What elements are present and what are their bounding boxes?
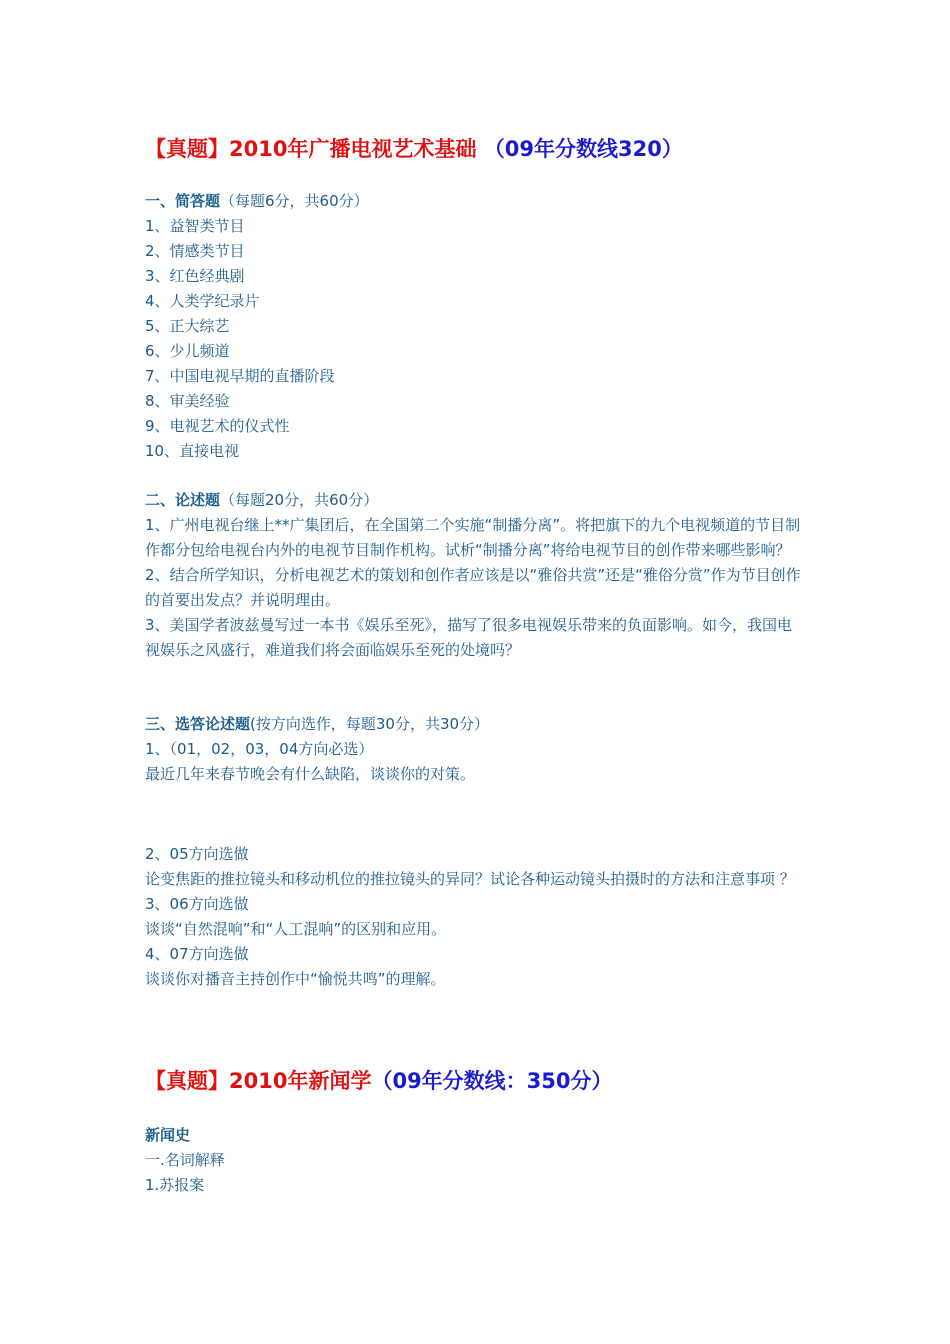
doc1-title-score: （09年分数线320）: [483, 137, 683, 161]
section1-note: （每题6分，共60分）: [220, 192, 369, 210]
list-item: 2、情感类节目: [145, 242, 245, 260]
essay-question: 2、结合所学知识，分析电视艺术的策划和创作者应该是以“雅俗共赏”还是“雅俗分赏”作为节目创作的首要出发点？并说明理由。: [145, 566, 801, 609]
list-item: 6、少儿频道: [145, 342, 230, 360]
question4-text: 谈谈你对播音主持创作中“愉悦共鸣”的理解。: [145, 970, 446, 988]
question3-head: 3、06方向选做: [145, 895, 249, 913]
doc1-title: [145, 134, 683, 164]
doc2-title-score: （09年分数线：350分）: [371, 1069, 613, 1093]
section1-heading: 一、简答题: [145, 192, 221, 210]
doc2-title-main: 【真题】2010年新闻学: [145, 1069, 372, 1093]
doc2-subject: 新闻史: [145, 1126, 191, 1144]
section2-heading: 二、论述题: [145, 491, 221, 509]
list-item: 8、审美经验: [145, 392, 230, 410]
question2-text: 论变焦距的推拉镜头和移动机位的推拉镜头的异同？试论各种运动镜头拍摄时的方法和注意事项 ？: [145, 870, 795, 888]
doc1-title-main: 【真题】2010年广播电视艺术基础: [145, 137, 484, 161]
list-item: 7、中国电视早期的直播阶段: [145, 367, 335, 385]
section3-heading: 三、选答论述题: [145, 715, 251, 733]
doc2-part-heading: 一.名词解释: [145, 1151, 225, 1169]
section2-heading-line: [145, 488, 805, 513]
list-item: 1、益智类节目: [145, 217, 245, 235]
section3-heading-line: [145, 712, 805, 737]
essay-question: 1、广州电视台继上**广集团后，在全国第二个实施“制播分离”。将把旗下的九个电视频道的节目制作都分包给电视台内外的电视节目制作机构。试析“制播分离”将给电视节目的创作带来哪些影响？: [145, 516, 801, 559]
section2-note: （每题20分，共60分）: [220, 491, 379, 509]
doc1-section2: [145, 488, 805, 663]
question2-head: 2、05方向选做: [145, 845, 249, 863]
doc2-body: [145, 1123, 805, 1198]
doc1-section1: [145, 189, 805, 464]
list-item: 4、人类学纪录片: [145, 292, 260, 310]
section1-heading-line: [145, 189, 805, 214]
doc2-title: [145, 1066, 613, 1096]
question1-head: 1、（01，02，03，04方向必选）: [145, 740, 374, 758]
question1-text: 最近几年来春节晚会有什么缺陷，谈谈你的对策。: [145, 765, 476, 783]
question3-text: 谈谈“自然混响”和“人工混响”的区别和应用。: [145, 920, 447, 938]
essay-question: 3、美国学者波兹曼写过一本书《娱乐至死》，描写了很多电视娱乐带来的负面影响。如今，我国电视娱乐之风盛行，难道我们将会面临娱乐至死的处境吗？: [145, 616, 793, 659]
list-item: 9、电视艺术的仪式性: [145, 417, 290, 435]
doc2-item: 1.苏报案: [145, 1176, 205, 1194]
section3-note: (按方向选作，每题30分，共30分）: [250, 715, 490, 733]
doc1-section3-continued: [145, 842, 805, 992]
list-item: 5、正大综艺: [145, 317, 230, 335]
doc1-section3: [145, 712, 805, 787]
list-item: 10、直接电视: [145, 442, 240, 460]
list-item: 3、红色经典剧: [145, 267, 245, 285]
question4-head: 4、07方向选做: [145, 945, 249, 963]
